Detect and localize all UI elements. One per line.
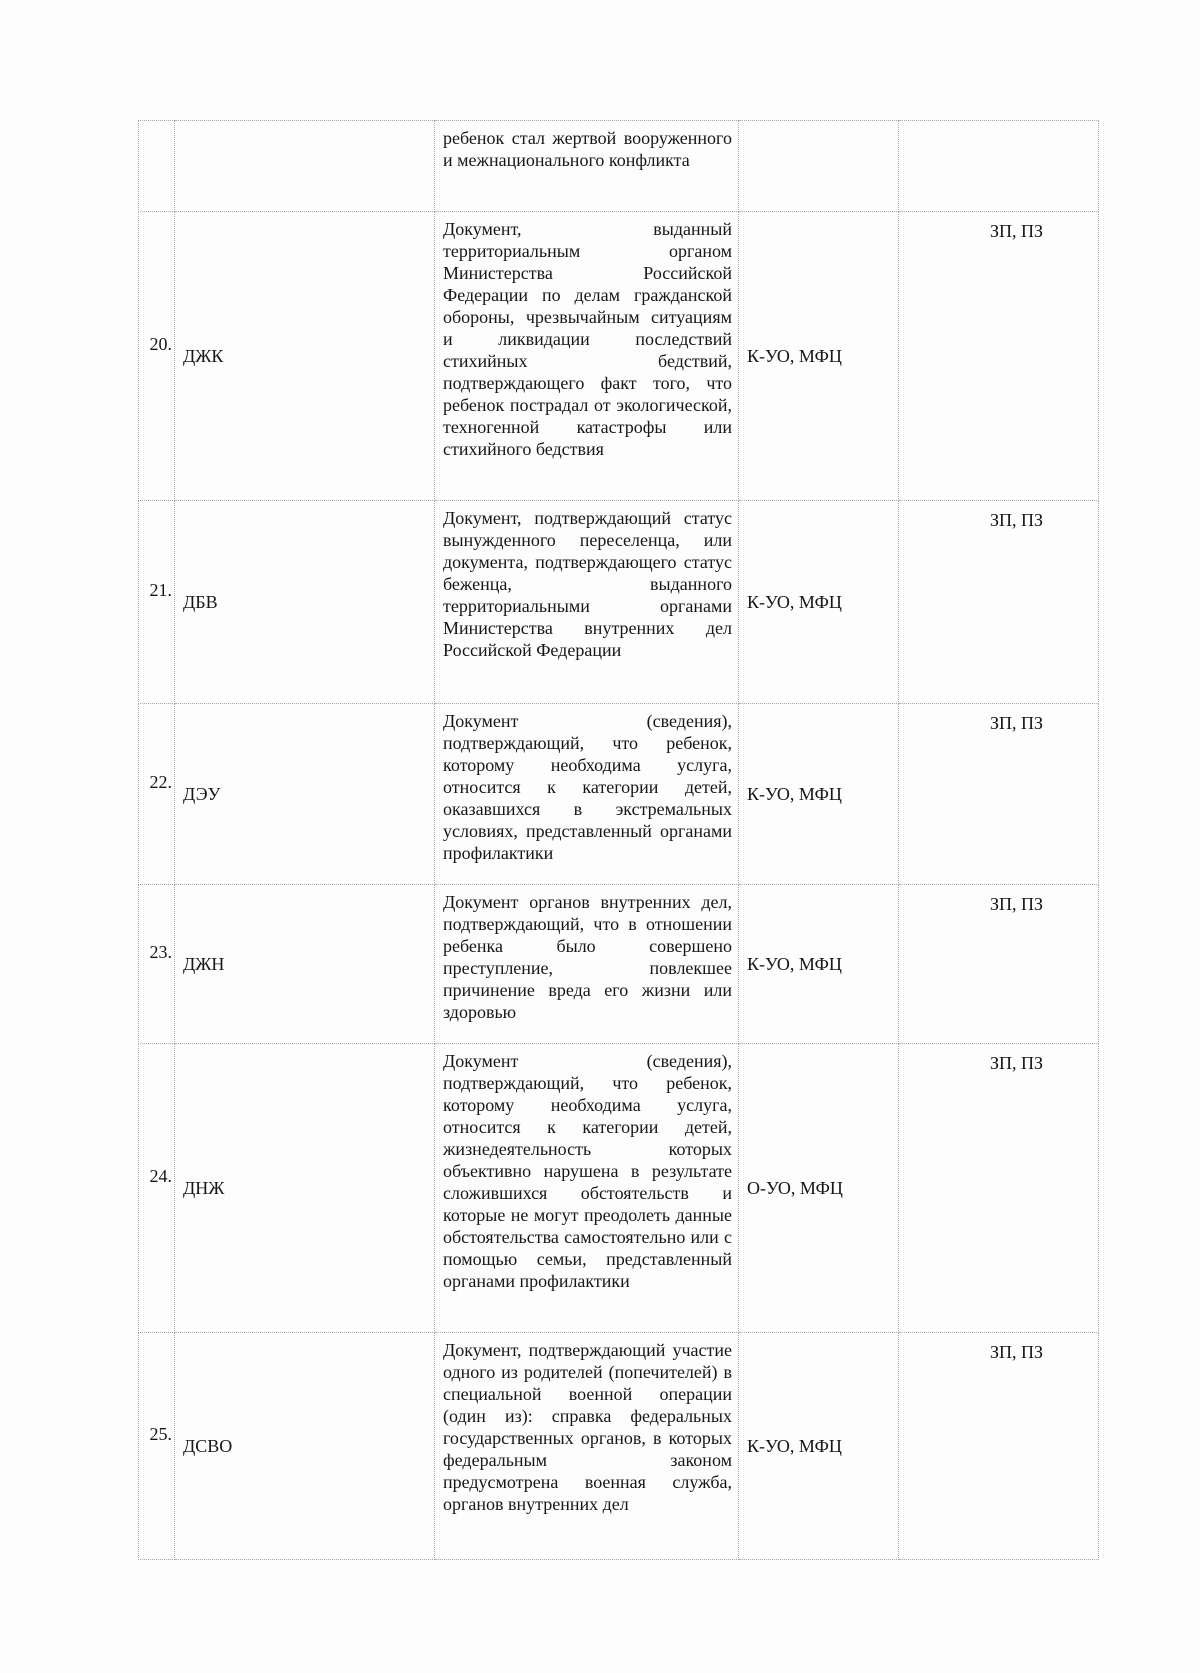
document-code: ДЖН (183, 954, 225, 974)
table-row (139, 212, 1099, 501)
document-description-cell (435, 1333, 739, 1560)
row-number: 20. (149, 334, 172, 354)
document-description-cell (435, 885, 739, 1044)
submitter: К-УО, МФЦ (747, 346, 842, 366)
submitter: К-УО, МФЦ (747, 784, 842, 804)
document-code: ДНЖ (183, 1178, 225, 1198)
document-code: ДСВО (183, 1436, 233, 1456)
row-number: 25. (149, 1424, 172, 1444)
table-row (139, 1044, 1099, 1333)
documents-table (138, 120, 1099, 1560)
document-description-cell (435, 121, 739, 212)
usage-cell (899, 1333, 1099, 1560)
document-code: ДБВ (183, 592, 218, 612)
submitter-cell (739, 1333, 899, 1560)
document-description: Документ, выданный территориальным органом Министерства Российской Федерации по делам гражданской обороны, чрезвычайным ситуациям и ликвидации последствий стихийных бедствий, подтверждающего факт того, что ребенок пострадал от экологической, техногенной катастрофы или стихийного бедствия (443, 219, 732, 459)
document-description: Документ, подтверждающий статус вынужденного переселенца, или документа, подтверждающего статус беженца, выданного территориальными органами Министерства внутренних дел Российской Федерации (443, 508, 732, 660)
document-code: ДЖК (183, 346, 224, 366)
document-description-cell (435, 212, 739, 501)
document-code-cell (175, 501, 435, 704)
submitter: К-УО, МФЦ (747, 954, 842, 974)
usage: ЗП, ПЗ (989, 1053, 1044, 1073)
usage-cell (899, 501, 1099, 704)
row-number: 22. (149, 772, 172, 792)
usage-cell (899, 1044, 1099, 1333)
usage: ЗП, ПЗ (989, 510, 1044, 530)
table-row (139, 121, 1099, 212)
document-code-cell (175, 121, 435, 212)
usage: ЗП, ПЗ (989, 713, 1044, 733)
document-description-cell (435, 501, 739, 704)
document-description: Документ, подтверждающий участие одного из родителей (попечителей) в специальной военной операции (один из): справка федеральных государственных органов, в которых федеральным законом предусмотрена военная служба, органов внутренних дел (443, 1340, 732, 1514)
usage-cell (899, 704, 1099, 885)
submitter-cell (739, 212, 899, 501)
document-description: Документ (сведения), подтверждающий, что ребенок, которому необходима услуга, относится к категории детей, оказавшихся в экстремальных условиях, представленный органами профилактики (443, 711, 732, 863)
row-number: 21. (149, 580, 172, 600)
submitter-cell (739, 885, 899, 1044)
submitter-cell (739, 501, 899, 704)
document-description-cell (435, 704, 739, 885)
row-number-cell (139, 501, 175, 704)
table-row (139, 704, 1099, 885)
document-code-cell (175, 1333, 435, 1560)
row-number-cell (139, 704, 175, 885)
submitter: К-УО, МФЦ (747, 592, 842, 612)
submitter-cell (739, 121, 899, 212)
row-number-cell (139, 212, 175, 501)
row-number: 24. (149, 1166, 172, 1186)
usage-cell (899, 121, 1099, 212)
usage-cell (899, 885, 1099, 1044)
row-number-cell (139, 885, 175, 1044)
document-code-cell (175, 704, 435, 885)
document-code: ДЭУ (183, 784, 221, 804)
submitter-cell (739, 704, 899, 885)
table-row (139, 1333, 1099, 1560)
table-row (139, 501, 1099, 704)
document-description: Документ органов внутренних дел, подтверждающий, что в отношении ребенка было совершено преступление, повлекшее причинение вреда его жизни или здоровью (443, 892, 732, 1022)
usage: ЗП, ПЗ (989, 894, 1044, 914)
usage: ЗП, ПЗ (989, 1342, 1044, 1362)
usage-cell (899, 212, 1099, 501)
document-description: ребенок стал жертвой вооруженного и межнационального конфликта (443, 128, 732, 170)
submitter: О-УО, МФЦ (747, 1178, 843, 1198)
document-code-cell (175, 885, 435, 1044)
document-code-cell (175, 212, 435, 501)
submitter: К-УО, МФЦ (747, 1436, 842, 1456)
row-number-cell (139, 121, 175, 212)
row-number-cell (139, 1333, 175, 1560)
usage: ЗП, ПЗ (989, 221, 1044, 241)
document-description: Документ (сведения), подтверждающий, что ребенок, которому необходима услуга, относится к категории детей, жизнедеятельность которых объективно нарушена в результате сложившихся обстоятельств и которые не могут преодолеть данные обстоятельства самостоятельно или с помощью семьи, представленный органами профилактики (443, 1051, 732, 1291)
row-number: 23. (149, 942, 172, 962)
table-row (139, 885, 1099, 1044)
row-number-cell (139, 1044, 175, 1333)
document-code-cell (175, 1044, 435, 1333)
document-description-cell (435, 1044, 739, 1333)
submitter-cell (739, 1044, 899, 1333)
